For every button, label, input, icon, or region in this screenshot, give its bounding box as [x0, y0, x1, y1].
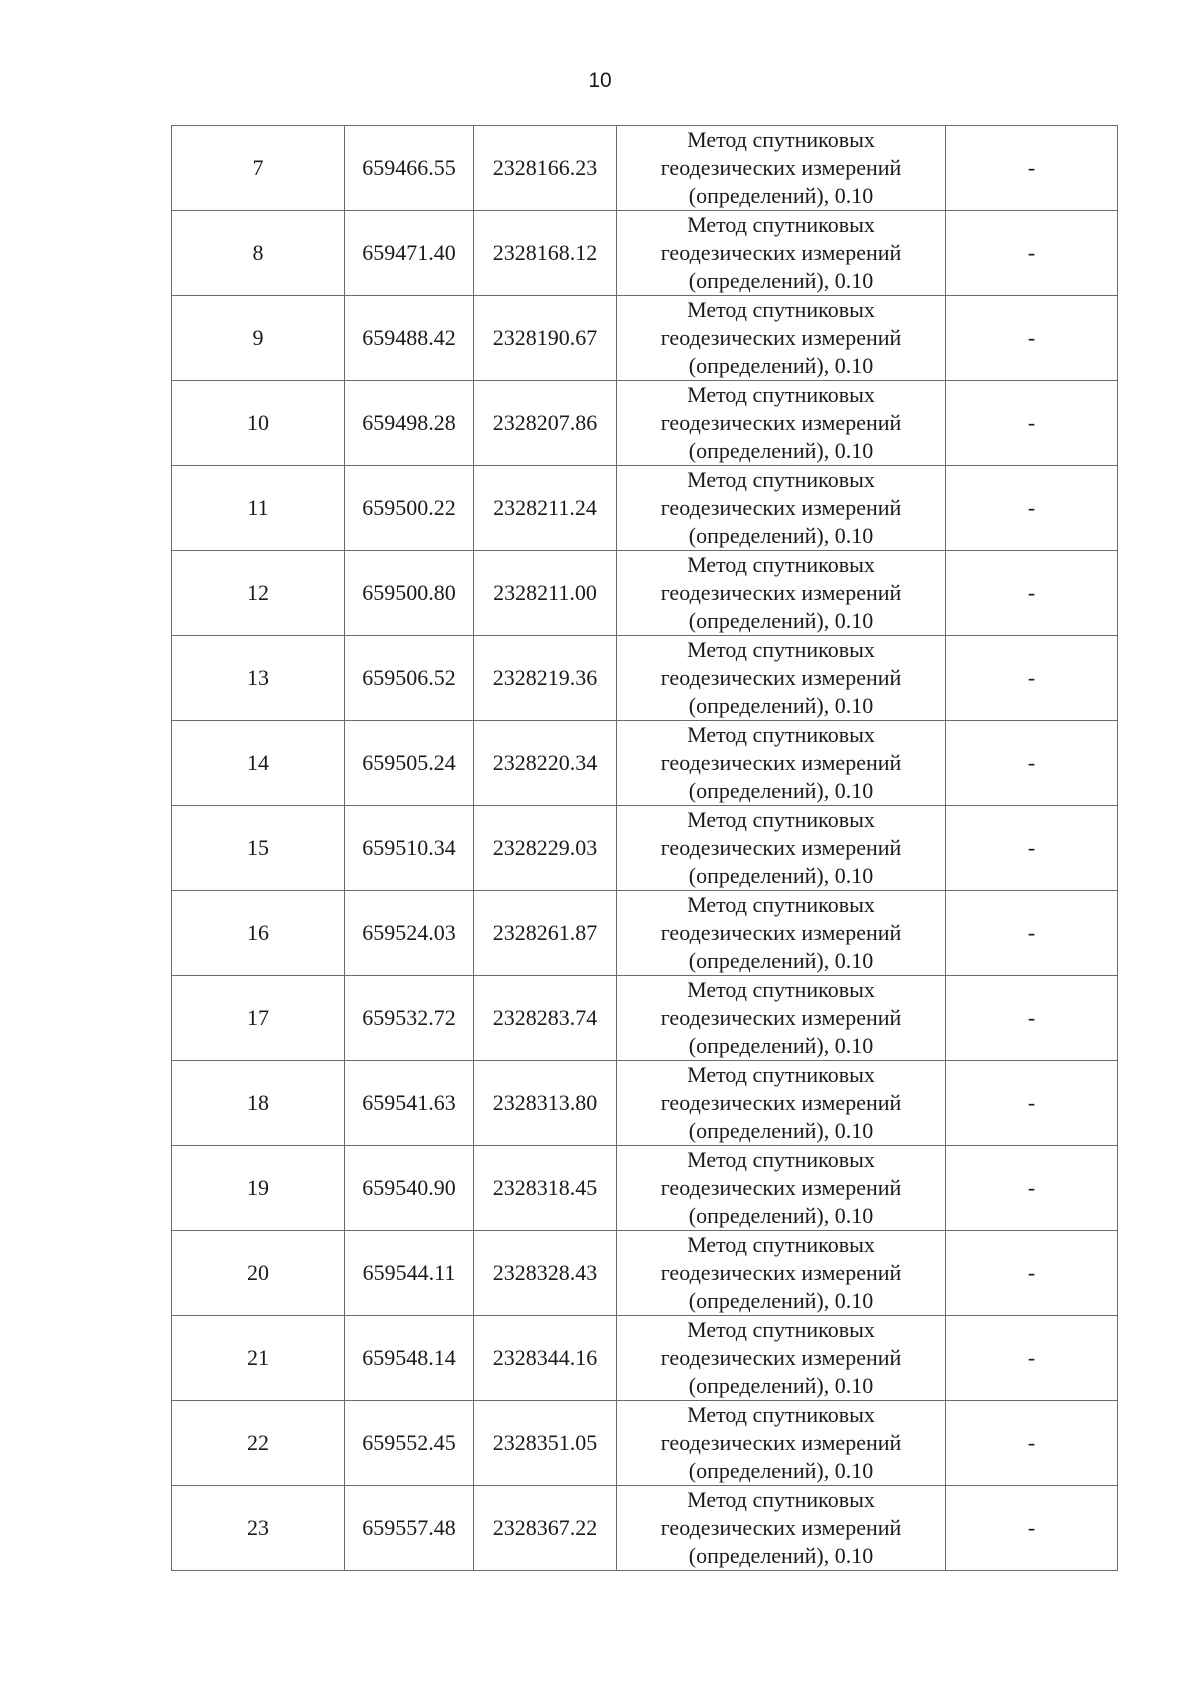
- y-coordinate-cell: 2328168.12: [474, 211, 617, 296]
- table-row: [172, 126, 1118, 211]
- note-cell: -: [946, 1486, 1118, 1571]
- method-text-line: геодезических измерений: [660, 580, 902, 605]
- point-number-cell: 7: [172, 126, 345, 211]
- y-coordinate-cell: 2328229.03: [474, 806, 617, 891]
- method-text-line: Метод спутниковых: [687, 637, 875, 662]
- y-coordinate-cell: 2328211.00: [474, 551, 617, 636]
- method-text-line: Метод спутниковых: [687, 1232, 875, 1257]
- table-row: [172, 1401, 1118, 1486]
- method-text-line: (определений), 0.10: [688, 1543, 874, 1568]
- note-cell: -: [946, 211, 1118, 296]
- method-text-line: Метод спутниковых: [687, 722, 875, 747]
- method-text-line: (определений), 0.10: [688, 353, 874, 378]
- y-coordinate-cell: 2328318.45: [474, 1146, 617, 1231]
- x-coordinate-cell: 659500.22: [345, 466, 474, 551]
- table-row: [172, 976, 1118, 1061]
- point-number-cell: 19: [172, 1146, 345, 1231]
- method-cell: [617, 296, 946, 381]
- y-coordinate-cell: 2328166.23: [474, 126, 617, 211]
- point-number-cell: 23: [172, 1486, 345, 1571]
- x-coordinate-cell: 659548.14: [345, 1316, 474, 1401]
- method-cell: [617, 636, 946, 721]
- point-number-cell: 11: [172, 466, 345, 551]
- method-text-line: геодезических измерений: [660, 1090, 902, 1115]
- method-text-line: (определений), 0.10: [688, 693, 874, 718]
- table-row: [172, 721, 1118, 806]
- method-text-line: Метод спутниковых: [687, 127, 875, 152]
- method-text-line: геодезических измерений: [660, 750, 902, 775]
- method-text-line: (определений), 0.10: [688, 523, 874, 548]
- method-text-line: Метод спутниковых: [687, 807, 875, 832]
- method-text-line: геодезических измерений: [660, 410, 902, 435]
- point-number-cell: 16: [172, 891, 345, 976]
- method-text-line: геодезических измерений: [660, 1430, 902, 1455]
- method-text-line: геодезических измерений: [660, 1260, 902, 1285]
- point-number-cell: 22: [172, 1401, 345, 1486]
- point-number-cell: 21: [172, 1316, 345, 1401]
- table-row: [172, 1146, 1118, 1231]
- x-coordinate-cell: 659488.42: [345, 296, 474, 381]
- method-text-line: (определений), 0.10: [688, 863, 874, 888]
- coordinates-table-body: [172, 126, 1118, 1571]
- x-coordinate-cell: 659471.40: [345, 211, 474, 296]
- note-cell: -: [946, 1316, 1118, 1401]
- page-number: 10: [588, 69, 612, 92]
- note-cell: -: [946, 891, 1118, 976]
- method-text-line: геодезических измерений: [660, 920, 902, 945]
- y-coordinate-cell: 2328219.36: [474, 636, 617, 721]
- method-text-line: (определений), 0.10: [688, 1373, 874, 1398]
- method-text-line: геодезических измерений: [660, 835, 902, 860]
- method-text-line: (определений), 0.10: [688, 608, 874, 633]
- note-cell: -: [946, 551, 1118, 636]
- method-cell: [617, 551, 946, 636]
- point-number-cell: 12: [172, 551, 345, 636]
- note-cell: -: [946, 296, 1118, 381]
- point-number-cell: 20: [172, 1231, 345, 1316]
- method-text-line: (определений), 0.10: [688, 778, 874, 803]
- point-number-cell: 15: [172, 806, 345, 891]
- x-coordinate-cell: 659498.28: [345, 381, 474, 466]
- x-coordinate-cell: 659506.52: [345, 636, 474, 721]
- method-cell: [617, 1316, 946, 1401]
- table-row: [172, 636, 1118, 721]
- y-coordinate-cell: 2328283.74: [474, 976, 617, 1061]
- table-row: [172, 211, 1118, 296]
- method-text-line: (определений), 0.10: [688, 183, 874, 208]
- note-cell: -: [946, 1146, 1118, 1231]
- point-number-cell: 13: [172, 636, 345, 721]
- method-text-line: Метод спутниковых: [687, 1062, 875, 1087]
- note-cell: -: [946, 381, 1118, 466]
- note-cell: -: [946, 1061, 1118, 1146]
- method-cell: [617, 126, 946, 211]
- x-coordinate-cell: 659532.72: [345, 976, 474, 1061]
- method-text-line: (определений), 0.10: [688, 1118, 874, 1143]
- note-cell: -: [946, 806, 1118, 891]
- method-text-line: Метод спутниковых: [687, 297, 875, 322]
- y-coordinate-cell: 2328344.16: [474, 1316, 617, 1401]
- y-coordinate-cell: 2328261.87: [474, 891, 617, 976]
- x-coordinate-cell: 659510.34: [345, 806, 474, 891]
- method-text-line: геодезических измерений: [660, 1515, 902, 1540]
- method-text-line: геодезических измерений: [660, 495, 902, 520]
- method-cell: [617, 1061, 946, 1146]
- note-cell: -: [946, 721, 1118, 806]
- method-text-line: Метод спутниковых: [687, 382, 875, 407]
- method-text-line: Метод спутниковых: [687, 892, 875, 917]
- method-text-line: (определений), 0.10: [688, 1458, 874, 1483]
- x-coordinate-cell: 659505.24: [345, 721, 474, 806]
- x-coordinate-cell: 659541.63: [345, 1061, 474, 1146]
- y-coordinate-cell: 2328211.24: [474, 466, 617, 551]
- method-text-line: геодезических измерений: [660, 1175, 902, 1200]
- x-coordinate-cell: 659466.55: [345, 126, 474, 211]
- table-row: [172, 466, 1118, 551]
- method-text-line: геодезических измерений: [660, 155, 902, 180]
- note-cell: -: [946, 1401, 1118, 1486]
- method-text-line: геодезических измерений: [660, 240, 902, 265]
- y-coordinate-cell: 2328190.67: [474, 296, 617, 381]
- x-coordinate-cell: 659524.03: [345, 891, 474, 976]
- method-cell: [617, 211, 946, 296]
- x-coordinate-cell: 659557.48: [345, 1486, 474, 1571]
- method-text-line: геодезических измерений: [660, 1005, 902, 1030]
- y-coordinate-cell: 2328207.86: [474, 381, 617, 466]
- note-cell: -: [946, 1231, 1118, 1316]
- x-coordinate-cell: 659544.11: [345, 1231, 474, 1316]
- x-coordinate-cell: 659552.45: [345, 1401, 474, 1486]
- method-text-line: Метод спутниковых: [687, 467, 875, 492]
- table-row: [172, 1316, 1118, 1401]
- point-number-cell: 18: [172, 1061, 345, 1146]
- y-coordinate-cell: 2328328.43: [474, 1231, 617, 1316]
- table-row: [172, 296, 1118, 381]
- y-coordinate-cell: 2328313.80: [474, 1061, 617, 1146]
- method-cell: [617, 1401, 946, 1486]
- method-text-line: геодезических измерений: [660, 1345, 902, 1370]
- table-row: [172, 1061, 1118, 1146]
- method-cell: [617, 976, 946, 1061]
- method-text-line: Метод спутниковых: [687, 1402, 875, 1427]
- method-cell: [617, 466, 946, 551]
- table-row: [172, 551, 1118, 636]
- point-number-cell: 9: [172, 296, 345, 381]
- x-coordinate-cell: 659540.90: [345, 1146, 474, 1231]
- method-text-line: геодезических измерений: [660, 325, 902, 350]
- method-text-line: геодезических измерений: [660, 665, 902, 690]
- point-number-cell: 14: [172, 721, 345, 806]
- method-text-line: (определений), 0.10: [688, 1033, 874, 1058]
- method-cell: [617, 1486, 946, 1571]
- method-cell: [617, 721, 946, 806]
- note-cell: -: [946, 126, 1118, 211]
- table-row: [172, 381, 1118, 466]
- note-cell: -: [946, 976, 1118, 1061]
- x-coordinate-cell: 659500.80: [345, 551, 474, 636]
- method-text-line: (определений), 0.10: [688, 268, 874, 293]
- note-cell: -: [946, 466, 1118, 551]
- method-cell: [617, 1146, 946, 1231]
- note-cell: -: [946, 636, 1118, 721]
- method-text-line: (определений), 0.10: [688, 1203, 874, 1228]
- method-text-line: Метод спутниковых: [687, 1147, 875, 1172]
- method-text-line: (определений), 0.10: [688, 1288, 874, 1313]
- y-coordinate-cell: 2328351.05: [474, 1401, 617, 1486]
- method-cell: [617, 1231, 946, 1316]
- method-text-line: (определений), 0.10: [688, 948, 874, 973]
- point-number-cell: 8: [172, 211, 345, 296]
- method-cell: [617, 891, 946, 976]
- method-text-line: Метод спутниковых: [687, 552, 875, 577]
- method-text-line: Метод спутниковых: [687, 212, 875, 237]
- y-coordinate-cell: 2328220.34: [474, 721, 617, 806]
- point-number-cell: 17: [172, 976, 345, 1061]
- table-row: [172, 891, 1118, 976]
- table-row: [172, 1231, 1118, 1316]
- table-row: [172, 1486, 1118, 1571]
- table-row: [172, 806, 1118, 891]
- coordinates-table: [171, 125, 1118, 1571]
- method-cell: [617, 806, 946, 891]
- method-cell: [617, 381, 946, 466]
- method-text-line: Метод спутниковых: [687, 1317, 875, 1342]
- method-text-line: Метод спутниковых: [687, 1487, 875, 1512]
- method-text-line: (определений), 0.10: [688, 438, 874, 463]
- y-coordinate-cell: 2328367.22: [474, 1486, 617, 1571]
- method-text-line: Метод спутниковых: [687, 977, 875, 1002]
- point-number-cell: 10: [172, 381, 345, 466]
